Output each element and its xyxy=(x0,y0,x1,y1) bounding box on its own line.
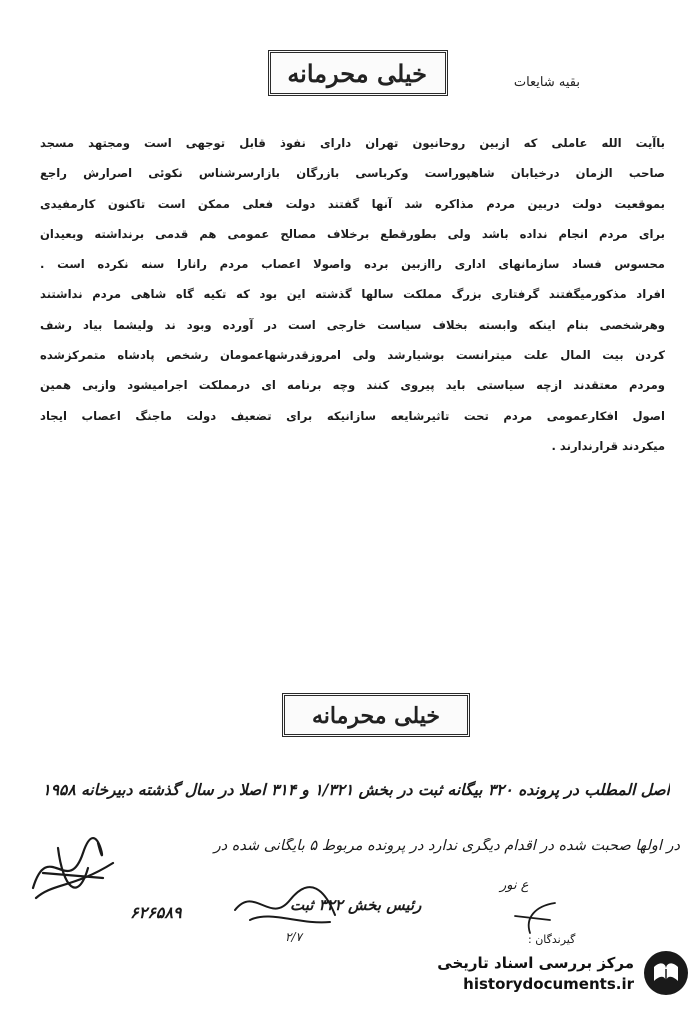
handwritten-date: ۲/۷ xyxy=(285,930,302,944)
report-body xyxy=(40,128,665,461)
handwritten-note-line-2: در اولها صحبت شده در اقدام دیگری ندارد در پرونده مربوط ۵ بایگانی شده در xyxy=(213,838,680,854)
initials-text: ع نور xyxy=(500,878,529,893)
file-number: ۶۲۶۵۸۹ xyxy=(130,903,182,922)
continuation-label: بقیه شایعات xyxy=(513,75,580,90)
signature-text: رئیس بخش ۳۲۲ ثبت xyxy=(290,896,422,914)
watermark-text xyxy=(437,952,634,994)
body-line: افراد مذکورمیگفتند گرفتاری بزرگ مملکت سالها گذشته این بود که تکیه گاه شاهی مردم نداشتند xyxy=(40,287,665,302)
body-line: محسوس فساد سازمانهای اداری راازبین برده واصولا اعصاب مردم رانارا سنه نکرده است . xyxy=(40,257,665,272)
signature-scribble-icon xyxy=(28,828,118,908)
body-line: میکردند قرارندارند . xyxy=(551,438,665,453)
site-watermark xyxy=(410,944,690,1002)
body-line: برای مردم انجام نداده باشد ولی بطورقطع برخلاف مصالح عمومی هم قدمی برنداشته وبعیدان xyxy=(40,226,665,241)
body-line: صاحب الزمان درخیابان شاهپوراست وکرباسی بازرگان بازارسرشناس نکوئی اصرارش راجع xyxy=(40,166,665,181)
confidential-stamp-bottom: خیلی محرمانه xyxy=(282,693,470,737)
handwritten-note-line-1: اصل المطلب در پرونده ۳۲۰ بیگانه ثبت در بخش ۱/۳۲۱ و ۳۱۴ اصلا در سال گذشته دبیرخانه ۱۹۵۸ xyxy=(42,780,670,799)
body-line: کردن بیت المال علت میترانست بوشیارشد ولی امروزقدرشهاعمومان رشخص پادشاه متمرکزشده xyxy=(40,348,665,363)
book-logo-icon xyxy=(642,949,690,997)
body-line: اصول افکارعمومی مردم تحت تاثیرشایعه سازانیکه برای تضعیف دولت ماجنگ اعصاب ایجاد xyxy=(40,408,665,423)
body-line: ومردم معتقدند ازچه سیاستی باید پیروی کنند وچه برنامه ای درمملکت اجرامیشود وازبی همین xyxy=(40,378,665,393)
body-line: وهرشخصی بنام اینکه وابسته بخلاف سیاست خارجی است در آورده وبود ند ولیشما بیاد رشف xyxy=(40,317,665,332)
confidential-stamp-top: خیلی محرمانه xyxy=(268,50,448,96)
body-line: بموقعیت دولت دربین مردم مذاکره شد آنها گفتند دولت فعلی ممکن است تاکنون کارمفیدی xyxy=(40,196,665,211)
recipient-bracket-icon xyxy=(505,898,565,938)
watermark-org-name: مرکز بررسی اسناد تاریخی xyxy=(437,954,634,972)
watermark-url: historydocuments.ir xyxy=(463,975,634,993)
body-line: باآیت الله عاملی که ازبین روحانیون تهران دارای نفوذ قابل توجهی است ومجتهد مسجد xyxy=(40,136,665,150)
recipients-label: گیرندگان : xyxy=(528,933,576,946)
